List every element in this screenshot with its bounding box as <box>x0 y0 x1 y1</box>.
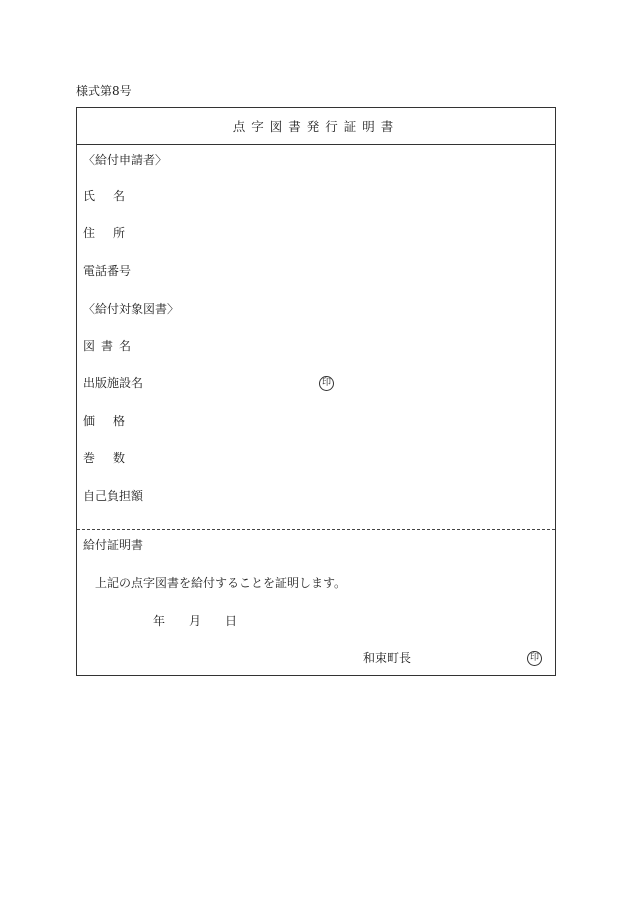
issuer-seal-icon: 印 <box>527 651 542 666</box>
book-title-label: 図書名 <box>83 339 138 353</box>
volumes-label: 巻数 <box>83 451 144 465</box>
book-section-header: 〈給付対象図書〉 <box>83 302 180 316</box>
month-label: 月 <box>189 614 202 628</box>
issuer-label: 和束町長 <box>363 651 412 665</box>
price-label: 価格 <box>83 414 144 428</box>
day-label: 日 <box>225 614 238 628</box>
applicant-address-label: 住所 <box>83 226 144 240</box>
section-divider <box>77 529 555 530</box>
form-title: 点字図書発行証明書 <box>77 108 555 145</box>
self-pay-label: 自己負担額 <box>83 489 144 503</box>
applicant-phone-label: 電話番号 <box>83 264 132 278</box>
year-label: 年 <box>153 614 166 628</box>
certificate-form <box>76 107 556 676</box>
form-number: 様式第8号 <box>76 84 132 98</box>
applicant-section-header: 〈給付申請者〉 <box>83 153 168 167</box>
publisher-seal-icon: 印 <box>319 376 334 391</box>
certificate-statement: 上記の点字図書を給付することを証明します。 <box>95 576 347 590</box>
applicant-name-label: 氏名 <box>83 189 144 203</box>
certificate-heading: 給付証明書 <box>83 538 144 552</box>
publisher-label: 出版施設名 <box>83 376 144 390</box>
